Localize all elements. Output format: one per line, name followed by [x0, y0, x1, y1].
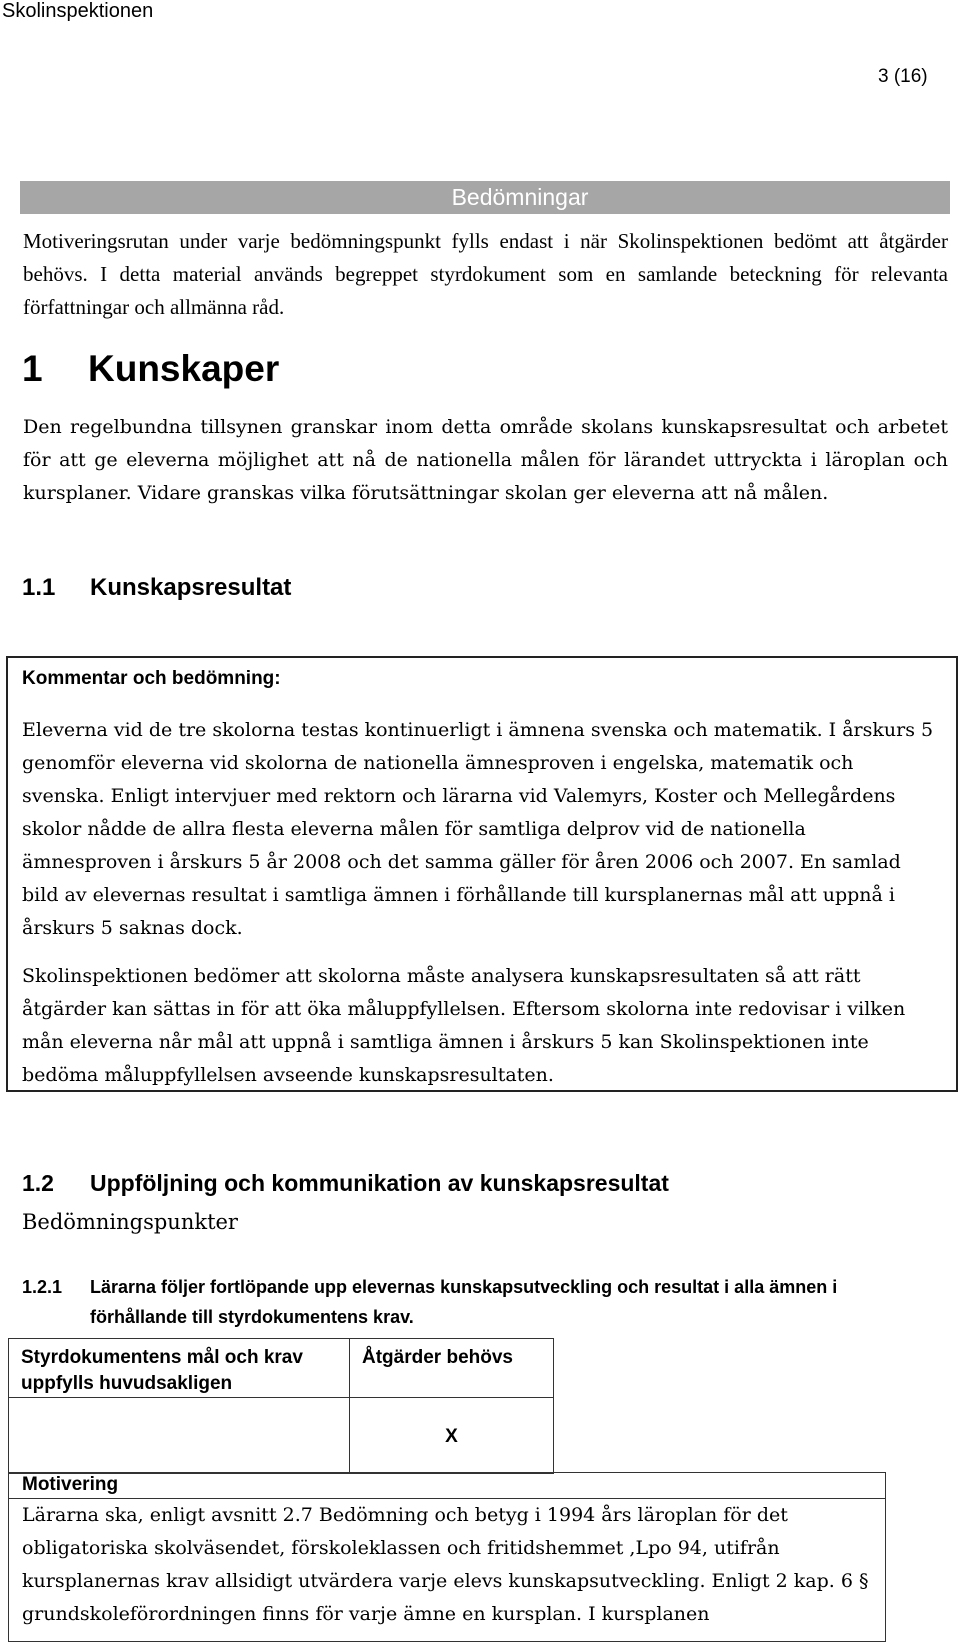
actions-mark: X [445, 1426, 458, 1447]
heading-uppfoljning [22, 1170, 669, 1197]
heading-number: 1 [22, 348, 43, 389]
table-cell-goals [9, 1398, 350, 1474]
section-banner: Bedömningar [20, 181, 950, 214]
heading-title: Kunskapsresultat [90, 574, 292, 601]
assessment-point-text: Lärarna följer fortlöpande upp elevernas kunskapsutveckling och resultat i alla ämnen i förhållande till styrdokumentens krav. [90, 1277, 838, 1327]
comment-label: Kommentar och bedömning: [22, 668, 281, 689]
assessment-point [22, 1272, 930, 1332]
table-header-actions: Åtgärder behövs [362, 1347, 513, 1368]
heading-kunskapsresultat [22, 574, 291, 602]
subheading-bedomningspunkter: Bedömningspunkter [22, 1210, 238, 1234]
assessment-table [8, 1338, 554, 1474]
table-cell-actions [350, 1398, 554, 1474]
motivation-text: Lärarna ska, enligt avsnitt 2.7 Bedömning och betyg i 1994 års läroplan för det obligatoriska skolväsendet, förskoleklassen och fritidshemmet ,Lpo 94, utifrån kursplanernas krav allsidigt utvärdera varje elevs kunskapsutveckling. Enligt 2 kap. 6 § grundskoleförordningen finns för varje ämne en kursplan. I kursplanen [22, 1504, 869, 1625]
table-header-cell [9, 1339, 350, 1398]
kunskaper-body: Den regelbundna tillsynen granskar inom detta område skolans kunskapsresultat och arbetet för att ge eleverna möjlighet att nå de nationella målen för lärandet uttryckta i läroplan och kursplaner. Vidare granskas vilka förutsättningar skolan ger eleverna att nå målen. [23, 416, 948, 504]
table-header-cell [350, 1339, 554, 1398]
heading-number: 1.1 [22, 574, 56, 601]
heading-kunskaper [22, 348, 279, 390]
heading-number: 1.2 [22, 1170, 54, 1196]
comment-paragraph-1: Eleverna vid de tre skolorna testas kontinuerligt i ämnena svenska och matematik. I årskurs 5 genomför eleverna vid skolorna de nationella ämnesproven i engelska, matematik och svenska. Enligt intervjuer med rektorn och lärarna vid Valemyrs, Koster och Mellegårdens skolor nådde de allra flesta eleverna målen för samtliga delprov vid de nationella ämnesproven i årskurs 5 år 2008 och det samma gäller för åren 2006 och 2007. En samlad bild av elevernas resultat i samtliga ämnen i förhållande till kursplanernas mål att uppnå i årskurs 5 saknas dock. [22, 719, 934, 939]
goals-mark [9, 1398, 349, 1426]
heading-title: Kunskaper [88, 348, 280, 389]
motivation-label: Motivering [22, 1474, 119, 1495]
comment-paragraph-2: Skolinspektionen bedömer att skolorna måste analysera kunskapsresultaten så att rätt åtgärder kan sättas in för att öka måluppfyllelsen. Eftersom skolorna inte redovisar i vilken mån eleverna når mål att uppnå i samtliga ämnen i årskurs 5 kan Skolinspektionen inte bedöma måluppfyllelsen avseende kunskapsresultaten. [22, 965, 906, 1086]
intro-paragraph: Motiveringsrutan under varje bedömningspunkt fylls endast i när Skolinspektionen bedömt att åtgärder behövs. I detta material används begreppet styrdokument som en samlande beteckning för relevanta författningar och allmänna råd. [23, 229, 948, 319]
assessment-point-number: 1.2.1 [22, 1277, 63, 1297]
header-org-name: Skolinspektionen [2, 0, 154, 22]
page-number: 3 (16) [878, 66, 928, 87]
table-header-goals: Styrdokumentens mål och krav uppfylls huvudsakligen [21, 1347, 303, 1394]
heading-title: Uppföljning och kommunikation av kunskapsresultat [90, 1170, 669, 1196]
